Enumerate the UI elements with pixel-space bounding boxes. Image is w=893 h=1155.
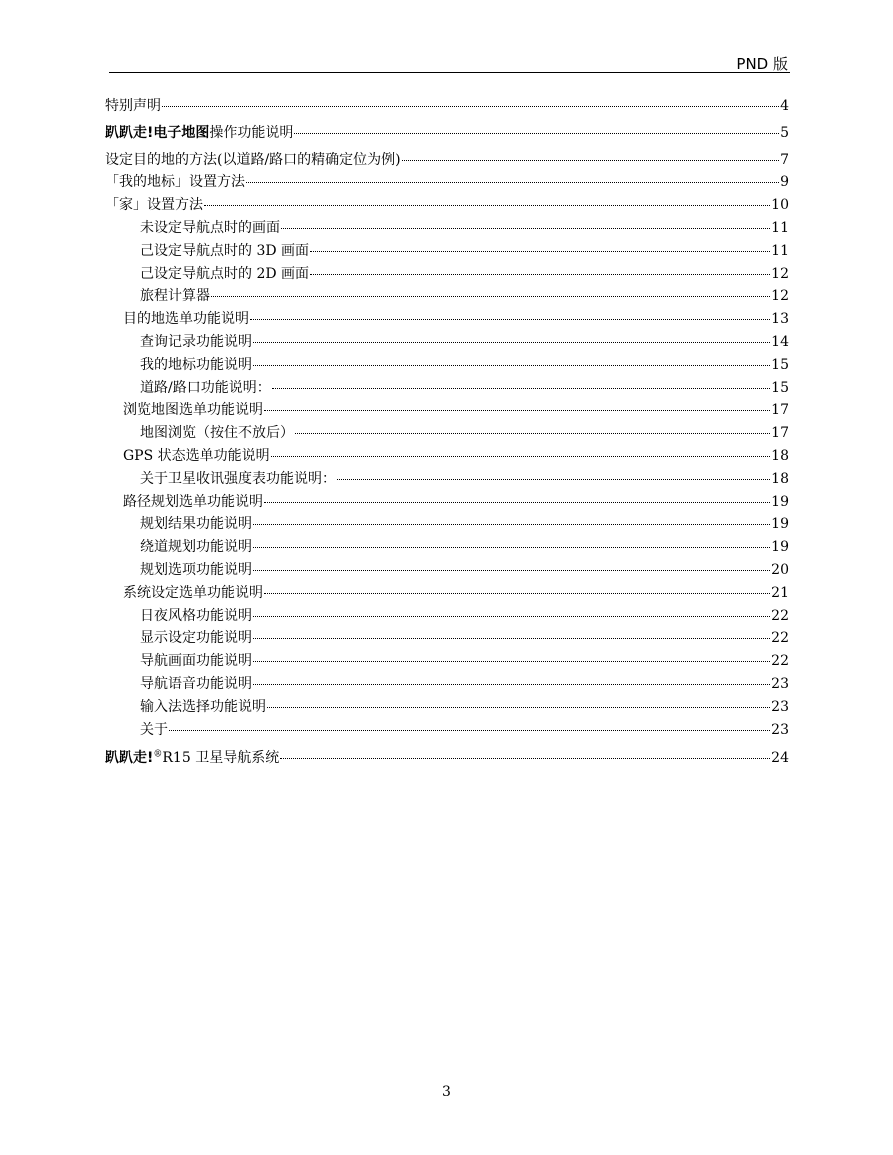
toc-entry[interactable]	[105, 149, 789, 172]
toc-entry-page: 18	[771, 470, 789, 487]
toc-entry-title-text: 「家」设置方法	[105, 197, 203, 214]
toc-entry[interactable]	[105, 399, 789, 422]
toc-dot-leader	[162, 106, 779, 107]
toc-dot-leader	[264, 502, 770, 503]
toc-entry-title	[123, 491, 263, 511]
toc-entry-page: 10	[771, 197, 789, 214]
toc-entry-title	[140, 422, 294, 442]
toc-dot-leader	[253, 342, 770, 343]
toc-entry[interactable]	[105, 627, 789, 650]
toc-entry-page: 9	[780, 174, 789, 191]
toc-dot-leader	[264, 593, 770, 594]
toc-entry-title-text: 绕道规划功能说明	[140, 539, 252, 556]
toc-entry-title-text: 目的地选单功能说明	[123, 311, 249, 328]
toc-entry-title	[105, 171, 245, 191]
toc-dot-leader	[253, 365, 770, 366]
toc-entry-title	[140, 627, 252, 647]
toc-entry-title	[140, 354, 252, 374]
toc-entry-title	[140, 559, 252, 579]
toc-entry-page: 22	[771, 607, 789, 624]
toc-dot-leader	[280, 758, 770, 759]
toc-entry-page: 7	[780, 151, 789, 168]
toc-entry[interactable]	[105, 650, 789, 673]
toc-entry[interactable]	[105, 95, 789, 118]
toc-entry-title-text: 关于卫星收讯强度表功能说明：	[140, 470, 336, 487]
toc-entry-title-text: 设定目的地的方法(以道路/路口的精确定位为例)	[105, 151, 401, 168]
toc-entry-title-text: 己设定导航点时的 3D 画面	[140, 242, 310, 259]
toc-entry[interactable]	[105, 747, 789, 770]
toc-entry-page: 24	[771, 750, 789, 767]
toc-entry-title	[123, 308, 249, 328]
toc-entry-title	[140, 536, 252, 556]
toc-entry-page: 15	[771, 356, 789, 373]
toc-entry-page: 11	[771, 242, 789, 259]
toc-entry-page: 21	[771, 584, 789, 601]
toc-entry-title-text: 导航画面功能说明	[140, 653, 252, 670]
toc-dot-leader	[310, 274, 770, 275]
toc-entry[interactable]	[105, 582, 789, 605]
toc-dot-leader	[310, 251, 770, 252]
toc-entry-title	[140, 468, 336, 488]
toc-entry-page: 4	[780, 98, 789, 114]
toc-entry-title-text: 我的地标功能说明	[140, 356, 252, 373]
toc-entry-page: 19	[771, 516, 789, 533]
toc-entry-title	[105, 95, 161, 115]
toc-entry-page: 5	[780, 124, 789, 141]
toc-entry-title	[105, 747, 279, 767]
toc-entry-page: 23	[771, 675, 789, 692]
toc-entry-title	[140, 217, 280, 237]
toc-entry-title-text: 日夜风格功能说明	[140, 607, 252, 624]
toc-entry[interactable]	[105, 536, 789, 559]
toc-entry-title	[123, 582, 263, 602]
toc-entry[interactable]	[105, 331, 789, 354]
toc-dot-leader	[337, 479, 770, 480]
toc-entry-title	[140, 696, 266, 716]
toc-entry-page: 22	[771, 653, 789, 670]
toc-entry-title-text: 特别声明	[105, 98, 161, 114]
toc-entry[interactable]	[105, 468, 789, 491]
toc-dot-leader	[267, 707, 770, 708]
toc-dot-leader	[253, 547, 770, 548]
toc-entry-title-text: 显示设定功能说明	[140, 630, 252, 647]
toc-entry-title-text: 旅程计算器	[140, 288, 210, 305]
toc-entry-page: 23	[771, 721, 789, 738]
toc-entry-page: 12	[771, 288, 789, 305]
toc-entry-title-text: 道路/路口功能说明：	[140, 379, 271, 396]
toc-entry-title	[140, 673, 252, 693]
toc-dot-leader	[281, 228, 770, 229]
toc-entry[interactable]	[105, 422, 789, 445]
toc-entry-page: 15	[771, 379, 789, 396]
header-label: PND 版	[736, 55, 788, 73]
toc-entry-title	[123, 399, 263, 419]
toc-entry[interactable]	[105, 194, 789, 217]
toc-entry-title-text: 查询记录功能说明	[140, 333, 252, 350]
toc-entry-title-text: 地图浏览（按住不放后）	[140, 425, 294, 442]
toc-entry-title	[140, 331, 252, 351]
toc-entry-title-text: 未设定导航点时的画面	[140, 219, 280, 236]
toc-entry-title	[105, 149, 401, 169]
toc-entry-title	[140, 513, 252, 533]
toc-entry-page: 20	[771, 561, 789, 578]
table-of-contents	[105, 95, 789, 770]
toc-entry-page: 22	[771, 630, 789, 647]
toc-entry[interactable]	[105, 217, 789, 240]
toc-entry-page: 12	[771, 265, 789, 282]
toc-entry[interactable]	[105, 605, 789, 628]
toc-entry-page: 17	[771, 402, 789, 419]
header-rule	[109, 72, 790, 73]
toc-dot-leader	[253, 570, 770, 571]
toc-dot-leader	[253, 684, 770, 685]
toc-entry-title	[140, 263, 309, 283]
toc-dot-leader	[294, 133, 779, 134]
toc-entry-title-text: 关于	[140, 721, 168, 738]
page-number: 3	[442, 1084, 451, 1100]
toc-dot-leader	[204, 205, 770, 206]
toc-entry-title-text: 浏览地图选单功能说明	[123, 402, 263, 419]
toc-entry-title-text: 系统设定选单功能说明	[123, 584, 263, 601]
toc-entry-title-bold: 趴趴走!	[105, 750, 154, 767]
toc-dot-leader	[272, 388, 770, 389]
toc-entry-title-text: 导航语音功能说明	[140, 675, 252, 692]
toc-entry[interactable]	[105, 263, 789, 286]
toc-entry[interactable]	[105, 171, 789, 194]
toc-dot-leader	[253, 661, 770, 662]
toc-entry-title-text: 「我的地标」设置方法	[105, 174, 245, 191]
toc-entry[interactable]	[105, 696, 789, 719]
toc-entry-title-text: 路径规划选单功能说明	[123, 493, 263, 510]
toc-entry-page: 11	[771, 219, 789, 236]
toc-entry[interactable]	[105, 513, 789, 536]
toc-dot-leader	[246, 182, 779, 183]
toc-entry-title	[105, 194, 203, 214]
toc-entry-title-text: R15 卫星导航系统	[162, 750, 280, 767]
toc-dot-leader	[271, 456, 771, 457]
toc-entry-title	[123, 445, 270, 465]
toc-entry[interactable]	[105, 354, 789, 377]
toc-dot-leader	[211, 296, 770, 297]
toc-entry-page: 17	[771, 425, 789, 442]
toc-entry-title-text: 操作功能说明	[209, 124, 294, 141]
toc-entry-title	[140, 650, 252, 670]
toc-entry[interactable]	[105, 559, 789, 582]
toc-dot-leader	[253, 638, 770, 639]
toc-dot-leader	[169, 730, 770, 731]
toc-entry-title	[105, 122, 293, 142]
toc-entry-title-text: GPS 状态选单功能说明	[123, 447, 270, 464]
toc-dot-leader	[253, 524, 770, 525]
toc-entry-title	[140, 240, 309, 260]
toc-dot-leader	[250, 319, 770, 320]
toc-entry-title-text: 己设定导航点时的 2D 画面	[140, 265, 310, 282]
toc-entry-title-text: 规划选项功能说明	[140, 561, 252, 578]
toc-entry[interactable]	[105, 285, 789, 308]
toc-entry-page: 19	[771, 493, 789, 510]
toc-entry-title-bold: 趴趴走!电子地图	[105, 124, 210, 141]
toc-dot-leader	[264, 410, 770, 411]
toc-entry[interactable]	[105, 673, 789, 696]
toc-entry[interactable]	[105, 491, 789, 514]
toc-dot-leader	[295, 433, 770, 434]
toc-entry-title	[140, 719, 168, 739]
toc-entry[interactable]	[105, 377, 789, 400]
toc-entry-page: 18	[771, 447, 789, 464]
toc-entry-title	[140, 285, 210, 305]
toc-entry-page: 13	[771, 311, 789, 328]
toc-entry[interactable]	[105, 122, 789, 145]
toc-entry-title	[140, 377, 271, 397]
toc-entry-title-text: 输入法选择功能说明	[140, 698, 266, 715]
registered-mark: ®	[153, 749, 163, 760]
toc-entry-title	[140, 605, 252, 625]
toc-entry[interactable]	[105, 719, 789, 742]
toc-dot-leader	[253, 616, 770, 617]
toc-dot-leader	[402, 160, 779, 161]
toc-entry-title-text: 规划结果功能说明	[140, 516, 252, 533]
toc-entry-page: 14	[771, 333, 789, 350]
toc-entry[interactable]	[105, 308, 789, 331]
toc-entry[interactable]	[105, 240, 789, 263]
toc-entry-page: 19	[771, 539, 789, 556]
toc-entry-page: 23	[771, 698, 789, 715]
toc-entry[interactable]	[105, 445, 789, 468]
